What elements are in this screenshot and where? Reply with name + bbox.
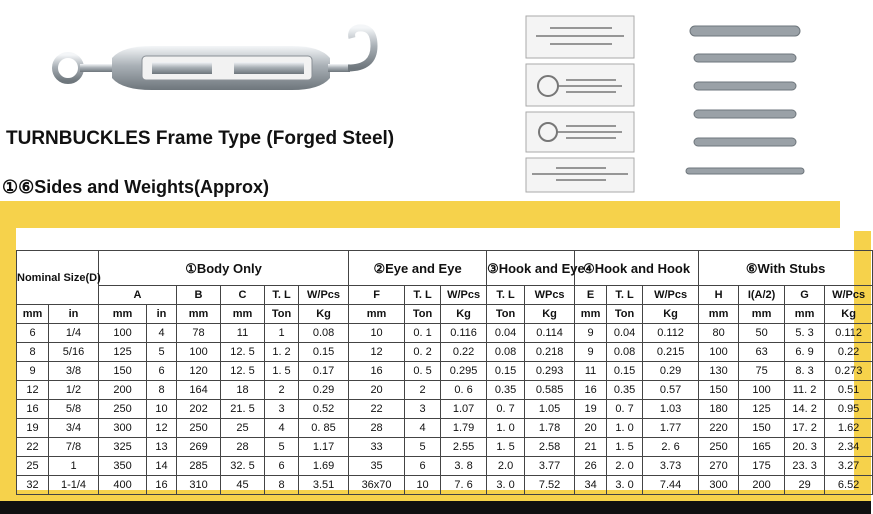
column-header: WPcs	[525, 286, 575, 305]
table-cell: 10	[349, 324, 405, 343]
table-cell: 7. 6	[441, 476, 487, 495]
unit-cell: Ton	[405, 305, 441, 324]
table-cell: 10	[147, 400, 177, 419]
table-cell: 4	[405, 419, 441, 438]
table-cell: 34	[575, 476, 607, 495]
table-cell: 20	[575, 419, 607, 438]
bottom-bar	[0, 501, 871, 514]
table-cell: 3.51	[299, 476, 349, 495]
table-cell: 3. 0	[487, 476, 525, 495]
group-header: ②Eye and Eye	[349, 251, 487, 286]
table-cell: 100	[99, 324, 147, 343]
table-row	[17, 343, 873, 362]
table-cell: 2. 0	[607, 457, 643, 476]
table-cell: 2	[405, 381, 441, 400]
table-cell: 5/16	[49, 343, 99, 362]
table-cell: 7/8	[49, 438, 99, 457]
table-cell: 0.04	[607, 324, 643, 343]
table-cell: 8. 3	[785, 362, 825, 381]
table-cell: 250	[99, 400, 147, 419]
table-cell: 11	[221, 324, 265, 343]
table-cell: 0.15	[607, 362, 643, 381]
table-cell: 1.79	[441, 419, 487, 438]
unit-cell: mm	[177, 305, 221, 324]
table-cell: 3. 8	[441, 457, 487, 476]
table-cell: 6	[17, 324, 49, 343]
unit-cell: Kg	[525, 305, 575, 324]
table-cell: 0.114	[525, 324, 575, 343]
page-title: TURNBUCKLES Frame Type (Forged Steel)	[6, 128, 395, 149]
table-row	[17, 381, 873, 400]
table-cell: 285	[177, 457, 221, 476]
unit-cell: mm	[575, 305, 607, 324]
table-cell: 9	[575, 343, 607, 362]
table-cell: 200	[99, 381, 147, 400]
table-cell: 2.34	[825, 438, 873, 457]
table-cell: 100	[177, 343, 221, 362]
table-cell: 0.22	[441, 343, 487, 362]
table-cell: 1. 0	[487, 419, 525, 438]
table-cell: 164	[177, 381, 221, 400]
table-cell: 150	[99, 362, 147, 381]
table-cell: 1.78	[525, 419, 575, 438]
table-cell: 0.215	[643, 343, 699, 362]
spec-table	[16, 250, 873, 495]
table-cell: 0.112	[643, 324, 699, 343]
table-cell: 13	[147, 438, 177, 457]
section-subtitle: ①⑥Sides and Weights(Approx)	[2, 177, 269, 197]
table-cell: 250	[177, 419, 221, 438]
column-header: F	[349, 286, 405, 305]
column-header: G	[785, 286, 825, 305]
table-cell: 3. 0	[607, 476, 643, 495]
table-cell: 5. 3	[785, 324, 825, 343]
table-cell: 9	[17, 362, 49, 381]
table-cell: 2. 6	[643, 438, 699, 457]
column-header: W/Pcs	[299, 286, 349, 305]
table-cell: 28	[221, 438, 265, 457]
table-cell: 0. 6	[441, 381, 487, 400]
table-cell: 21. 5	[221, 400, 265, 419]
table-cell: 2.55	[441, 438, 487, 457]
table-cell: 0.15	[299, 343, 349, 362]
unit-cell: mm	[739, 305, 785, 324]
column-header: E	[575, 286, 607, 305]
unit-cell: in	[49, 305, 99, 324]
table-cell: 14	[147, 457, 177, 476]
column-header: H	[699, 286, 739, 305]
table-cell: 29	[785, 476, 825, 495]
table-cell: 125	[99, 343, 147, 362]
table-cell: 0.95	[825, 400, 873, 419]
unit-cell: mm	[99, 305, 147, 324]
table-cell: 14. 2	[785, 400, 825, 419]
table-cell: 19	[575, 400, 607, 419]
table-cell: 202	[177, 400, 221, 419]
table-cell: 16	[349, 362, 405, 381]
table-cell: 6	[405, 457, 441, 476]
unit-cell: Ton	[265, 305, 299, 324]
table-cell: 0.29	[299, 381, 349, 400]
table-cell: 2.0	[487, 457, 525, 476]
table-cell: 270	[699, 457, 739, 476]
unit-cell: mm	[17, 305, 49, 324]
table-cell: 80	[699, 324, 739, 343]
table-row	[17, 419, 873, 438]
column-header: W/Pcs	[441, 286, 487, 305]
table-cell: 0.293	[525, 362, 575, 381]
group-header: ①Body Only	[99, 251, 349, 286]
table-cell: 5	[147, 343, 177, 362]
table-cell: 3	[405, 400, 441, 419]
table-cell: 75	[739, 362, 785, 381]
table-cell: 4	[147, 324, 177, 343]
column-header: C	[221, 286, 265, 305]
table-row	[17, 324, 873, 343]
table-cell: 0.08	[607, 343, 643, 362]
table-cell: 36x70	[349, 476, 405, 495]
table-cell: 6. 9	[785, 343, 825, 362]
column-header: A	[99, 286, 177, 305]
table-cell: 220	[699, 419, 739, 438]
table-cell: 180	[699, 400, 739, 419]
table-cell: 100	[739, 381, 785, 400]
column-header: T. L	[487, 286, 525, 305]
column-header: T. L	[405, 286, 441, 305]
table-cell: 350	[99, 457, 147, 476]
column-header: I(A/2)	[739, 286, 785, 305]
column-header: W/Pcs	[643, 286, 699, 305]
table-cell: 1. 5	[265, 362, 299, 381]
table-cell: 150	[739, 419, 785, 438]
column-header: W/Pcs	[825, 286, 873, 305]
table-cell: 5	[265, 438, 299, 457]
table-cell: 2.58	[525, 438, 575, 457]
table-cell: 6	[147, 362, 177, 381]
table-cell: 0. 85	[299, 419, 349, 438]
table-cell: 269	[177, 438, 221, 457]
table-cell: 0.35	[607, 381, 643, 400]
table-cell: 3.77	[525, 457, 575, 476]
table-cell: 45	[221, 476, 265, 495]
table-cell: 3/4	[49, 419, 99, 438]
turnbuckle-variants	[680, 16, 810, 188]
group-header: ⑥With Stubs	[699, 251, 873, 286]
table-cell: 19	[17, 419, 49, 438]
table-cell: 0.52	[299, 400, 349, 419]
table-cell: 11	[575, 362, 607, 381]
table-cell: 0.116	[441, 324, 487, 343]
table-cell: 100	[699, 343, 739, 362]
table-cell: 130	[699, 362, 739, 381]
table-row	[17, 400, 873, 419]
table-cell: 1.69	[299, 457, 349, 476]
table-cell: 250	[699, 438, 739, 457]
table-cell: 3.27	[825, 457, 873, 476]
table-cell: 0. 1	[405, 324, 441, 343]
table-cell: 0.17	[299, 362, 349, 381]
table-cell: 33	[349, 438, 405, 457]
unit-cell: mm	[785, 305, 825, 324]
table-cell: 300	[699, 476, 739, 495]
table-cell: 5	[405, 438, 441, 457]
unit-cell: mm	[349, 305, 405, 324]
spec-table-panel	[16, 228, 866, 491]
table-cell: 1.62	[825, 419, 873, 438]
table-cell: 8	[17, 343, 49, 362]
table-cell: 3	[265, 400, 299, 419]
table-cell: 1. 2	[265, 343, 299, 362]
table-cell: 32. 5	[221, 457, 265, 476]
table-cell: 25	[17, 457, 49, 476]
table-cell: 16	[147, 476, 177, 495]
table-cell: 18	[221, 381, 265, 400]
table-cell: 11. 2	[785, 381, 825, 400]
table-cell: 17. 2	[785, 419, 825, 438]
unit-cell: mm	[699, 305, 739, 324]
table-cell: 25	[221, 419, 265, 438]
table-row	[17, 476, 873, 495]
table-cell: 0.218	[525, 343, 575, 362]
group-header: ③Hook and Eye	[487, 251, 575, 286]
table-cell: 32	[17, 476, 49, 495]
table-cell: 120	[177, 362, 221, 381]
turnbuckle-drawings	[526, 16, 634, 192]
column-header: B	[177, 286, 221, 305]
turnbuckle-photo	[2, 16, 412, 102]
table-row	[17, 438, 873, 457]
table-cell: 12	[17, 381, 49, 400]
table-cell: 0.273	[825, 362, 873, 381]
table-cell: 63	[739, 343, 785, 362]
unit-cell: Kg	[441, 305, 487, 324]
table-cell: 5/8	[49, 400, 99, 419]
table-cell: 4	[265, 419, 299, 438]
column-header: T. L	[265, 286, 299, 305]
nominal-size-header: Nominal Size(D)	[17, 251, 99, 305]
table-cell: 1.05	[525, 400, 575, 419]
table-cell: 16	[17, 400, 49, 419]
table-cell: 12. 5	[221, 343, 265, 362]
table-cell: 12	[349, 343, 405, 362]
table-cell: 8	[265, 476, 299, 495]
column-header: T. L	[607, 286, 643, 305]
table-cell: 150	[699, 381, 739, 400]
table-cell: 0. 2	[405, 343, 441, 362]
table-cell: 1	[265, 324, 299, 343]
table-cell: 0.112	[825, 324, 873, 343]
table-cell: 8	[147, 381, 177, 400]
table-cell: 165	[739, 438, 785, 457]
table-cell: 3/8	[49, 362, 99, 381]
table-cell: 1.77	[643, 419, 699, 438]
table-cell: 0. 5	[405, 362, 441, 381]
table-cell: 22	[17, 438, 49, 457]
table-cell: 1. 0	[607, 419, 643, 438]
unit-cell: in	[147, 305, 177, 324]
table-cell: 1-1/4	[49, 476, 99, 495]
table-cell: 0.585	[525, 381, 575, 400]
table-cell: 3.73	[643, 457, 699, 476]
table-cell: 1. 5	[487, 438, 525, 457]
table-cell: 200	[739, 476, 785, 495]
table-cell: 20. 3	[785, 438, 825, 457]
table-cell: 28	[349, 419, 405, 438]
table-cell: 0. 7	[487, 400, 525, 419]
table-cell: 0. 7	[607, 400, 643, 419]
unit-cell: mm	[221, 305, 265, 324]
table-cell: 0.57	[643, 381, 699, 400]
group-header: ④Hook and Hook	[575, 251, 699, 286]
table-cell: 12	[147, 419, 177, 438]
table-cell: 0.15	[487, 362, 525, 381]
table-cell: 0.08	[299, 324, 349, 343]
table-cell: 26	[575, 457, 607, 476]
table-cell: 300	[99, 419, 147, 438]
table-cell: 0.08	[487, 343, 525, 362]
table-cell: 0.35	[487, 381, 525, 400]
table-cell: 22	[349, 400, 405, 419]
table-cell: 1/2	[49, 381, 99, 400]
table-cell: 1.17	[299, 438, 349, 457]
table-cell: 310	[177, 476, 221, 495]
table-cell: 35	[349, 457, 405, 476]
table-cell: 175	[739, 457, 785, 476]
table-cell: 9	[575, 324, 607, 343]
table-cell: 20	[349, 381, 405, 400]
table-row	[17, 362, 873, 381]
table-row	[17, 457, 873, 476]
table-cell: 400	[99, 476, 147, 495]
table-cell: 21	[575, 438, 607, 457]
table-cell: 1.03	[643, 400, 699, 419]
table-cell: 0.04	[487, 324, 525, 343]
table-cell: 0.22	[825, 343, 873, 362]
table-cell: 1	[49, 457, 99, 476]
table-cell: 6	[265, 457, 299, 476]
table-cell: 325	[99, 438, 147, 457]
table-cell: 125	[739, 400, 785, 419]
table-cell: 1/4	[49, 324, 99, 343]
table-cell: 23. 3	[785, 457, 825, 476]
table-cell: 2	[265, 381, 299, 400]
table-cell: 1.07	[441, 400, 487, 419]
table-cell: 10	[405, 476, 441, 495]
table-cell: 50	[739, 324, 785, 343]
table-cell: 78	[177, 324, 221, 343]
table-cell: 0.51	[825, 381, 873, 400]
table-cell: 0.29	[643, 362, 699, 381]
table-cell: 16	[575, 381, 607, 400]
unit-cell: Ton	[487, 305, 525, 324]
unit-cell: Kg	[825, 305, 873, 324]
table-cell: 0.295	[441, 362, 487, 381]
table-cell: 12. 5	[221, 362, 265, 381]
table-cell: 7.52	[525, 476, 575, 495]
unit-cell: Kg	[299, 305, 349, 324]
unit-cell: Kg	[643, 305, 699, 324]
table-cell: 6.52	[825, 476, 873, 495]
table-cell: 7.44	[643, 476, 699, 495]
unit-cell: Ton	[607, 305, 643, 324]
table-cell: 1. 5	[607, 438, 643, 457]
